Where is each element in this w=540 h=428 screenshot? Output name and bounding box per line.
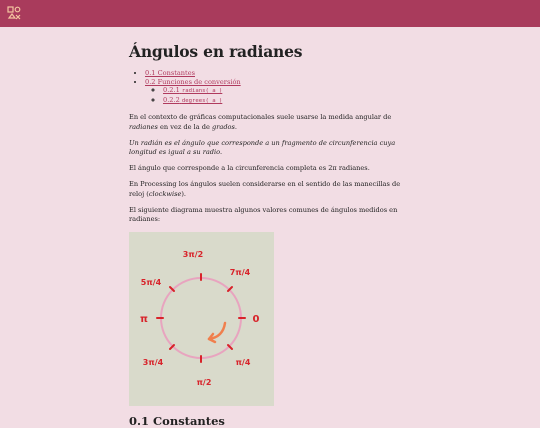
label-pi-2: π/2 — [196, 378, 212, 388]
toc-link-radians[interactable] — [163, 86, 222, 94]
toc-number: 0.2.1 — [163, 86, 180, 95]
label-7pi-4: 7π/4 — [229, 268, 251, 278]
label-0: 0 — [252, 314, 260, 326]
label-5pi-4: 5π/4 — [140, 278, 162, 288]
toc-link-degrees[interactable] — [163, 96, 222, 104]
tick-7pi-4 — [228, 287, 232, 291]
toc-link-constantes[interactable]: 0.1 Constantes — [145, 69, 195, 77]
page-title: Ángulos en radianes — [129, 42, 303, 61]
paragraph-processing: En Processing los ángulos suelen considerarse en el sentido de las manecillas de reloj (clockwise). — [129, 180, 401, 198]
toc-item-radians — [163, 86, 411, 96]
angle-ticks — [157, 274, 245, 362]
table-of-contents — [129, 69, 411, 105]
label-3pi-2: 3π/2 — [182, 250, 204, 260]
label-pi: π — [140, 314, 148, 326]
toc-item-constantes — [145, 69, 411, 78]
toc-item-funciones — [145, 78, 411, 106]
paragraph-intro: En el contexto de gráficas computacionales suele usarse la medida angular de radianes en vez de la de grados. — [129, 113, 392, 131]
toc-item-degrees — [163, 96, 411, 106]
tick-3pi-4 — [170, 345, 174, 349]
article — [129, 42, 411, 428]
paragraph-full-circle: El ángulo que corresponde a la circunferencia completa es 2π radianes. — [129, 164, 370, 173]
label-3pi-4: 3π/4 — [142, 358, 164, 368]
paragraph-diagram-intro: El siguiente diagrama muestra algunos valores comunes de ángulos medidos en radianes: — [129, 205, 398, 223]
toc-code: degrees( a ) — [181, 97, 223, 104]
toc-code: radians( a ) — [181, 88, 223, 95]
top-bar — [0, 0, 540, 27]
paragraph-definition: Un radián es el ángulo que corresponde a un fragmento de circunferencia cuya longitud es igual a su radio. — [129, 138, 396, 156]
radians-diagram — [129, 232, 274, 406]
label-pi-4: π/4 — [235, 358, 251, 368]
section-heading-constantes: 0.1 Constantes — [129, 414, 225, 428]
radians-diagram-svg — [129, 232, 274, 406]
toc-link-funciones[interactable]: 0.2 Funciones de conversión — [145, 77, 241, 86]
logo-icon[interactable] — [7, 6, 21, 20]
toc-number: 0.2.2 — [163, 95, 180, 104]
tick-pi-4 — [228, 345, 232, 349]
tick-5pi-4 — [170, 287, 174, 291]
